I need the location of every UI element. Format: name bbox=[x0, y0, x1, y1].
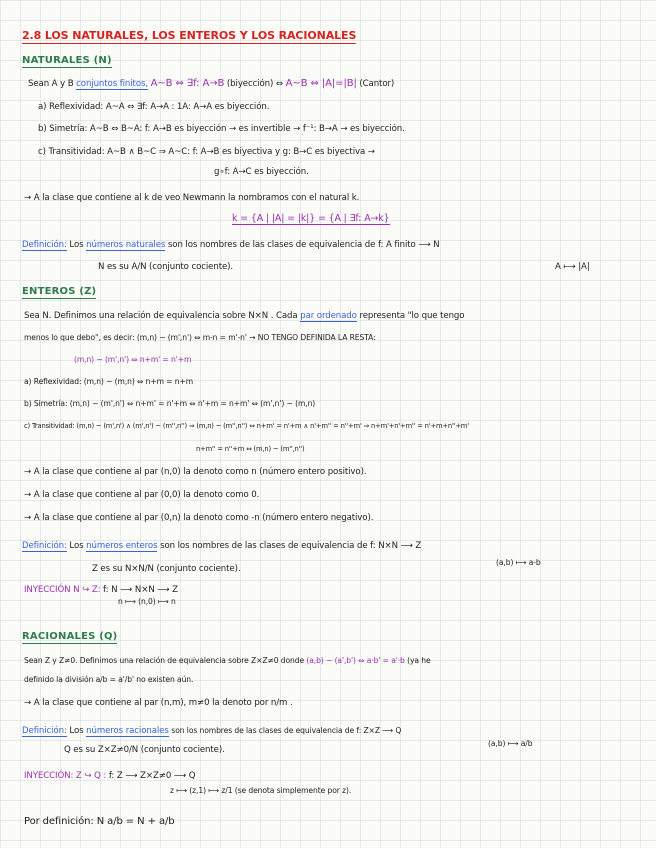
naturales-k-definition: k = {A | |A| = |k|} = {A | ∃f: A→k} bbox=[232, 213, 390, 224]
enteros-heading: ENTEROS (Z) bbox=[22, 286, 97, 297]
enteros-clase-positivo: → A la clase que contiene al par (n,0) la denoto como n (número entero positivo). bbox=[24, 467, 367, 477]
naturales-heading: NATURALES (N) bbox=[22, 55, 112, 66]
racionales-clase: → A la clase que contiene al par (n,m), m≠0 la denoto por n/m . bbox=[24, 698, 293, 708]
enteros-simetria: b) Simetría: (m,n) ~ (m',n') ⇔ n+m' = n'+m ⇔ n'+m = n+m' ⇔ (m',n') ~ (m,n) bbox=[24, 399, 316, 408]
racionales-inyeccion-map: z ⟼ (z,1) ⟼ z/1 (se denota simplemente por z). bbox=[170, 786, 352, 795]
racionales-line-2: definido la división a/b = a'/b' no existen aún. bbox=[24, 675, 194, 684]
enteros-transitividad-1: c) Transitividad: (m,n) ~ (m',n') ∧ (m',n') ~ (m'',n'') ⇒ (m,n) ~ (m'',n'') ⇔ n+m' = n'+m ∧ n'+m'' = n''+m' ⇒ n+m'+n'+m'' = n'+m+n''+m' bbox=[24, 422, 469, 430]
enteros-line-2: menos lo que debo", es decir: (m,n) ~ (m',n') ⇔ m-n = m'-n' → NO TENGO DEFINIDA LA RESTA: bbox=[24, 333, 376, 342]
enteros-map: (a,b) ⟼ a-b bbox=[496, 558, 541, 567]
page-title: 2.8 LOS NATURALES, LOS ENTEROS Y LOS RACIONALES bbox=[22, 29, 357, 42]
enteros-transitividad-2: n+m'' = n''+m ⇔ (m,n) ~ (m'',n'') bbox=[196, 445, 305, 453]
naturales-map: A ⟼ |A| bbox=[555, 262, 590, 272]
racionales-cociente: Q es su Z×Z≠0/N (conjunto cociente). bbox=[64, 745, 225, 755]
enteros-inyeccion: INYECCIÓN N ↪ Z: f: N ⟶ N×N ⟶ Z bbox=[24, 585, 178, 595]
naturales-cociente: N es su A/N (conjunto cociente). bbox=[98, 262, 234, 272]
enteros-line-1: Sea N. Definimos una relación de equivalencia sobre N×N . Cada par ordenado representa "lo que tengo bbox=[24, 311, 465, 321]
naturales-simetria: b) Simetría: A~B ⇔ B~A: f: A→B es biyección → es invertible → f⁻¹: B→A → es biyección. bbox=[38, 124, 405, 134]
racionales-heading: RACIONALES (Q) bbox=[22, 631, 118, 642]
enteros-line-3: (m,n) ~ (m',n') ⇔ n+m' = n'+m bbox=[74, 355, 192, 364]
racionales-inyeccion: INYECCIÓN: Z ↪ Q : f: Z ⟶ Z×Z≠0 ⟶ Q bbox=[24, 771, 196, 781]
naturales-transitividad-1: c) Transitividad: A~B ∧ B~C ⇒ A~C: f: A→B es biyectiva y g: B→C es biyectiva → bbox=[38, 147, 375, 157]
naturales-reflexividad: a) Reflexividad: A~A ⇔ ∃f: A→A : 1A: A→A es biyección. bbox=[38, 102, 270, 112]
enteros-definicion: Definición: Los números enteros son los nombres de las clases de equivalencia de f: N×N ⟶ Z bbox=[22, 541, 422, 551]
enteros-clase-cero: → A la clase que contiene al par (0,0) la denoto como 0. bbox=[24, 490, 260, 500]
naturales-intro: Sean A y B conjuntos finitos, A~B ⇔ ∃f: A→B (biyección) ⇔ A~B ⇔ |A|=|B| (Cantor) bbox=[28, 78, 395, 89]
racionales-line-1: Sean Z y Z≠0. Definimos una relación de equivalencia sobre Z×Z≠0 donde (a,b) ~ (a',b') ⇔ a·b' = a'·b (ya he bbox=[24, 656, 431, 665]
racionales-definicion: Definición: Los números racionales son los nombres de las clases de equivalencia de f: Z×Z ⟶ Q bbox=[22, 726, 402, 736]
naturales-clase-k: → A la clase que contiene al k de veo Newmann la nombramos con el natural k. bbox=[24, 193, 360, 203]
enteros-clase-negativo: → A la clase que contiene al par (0,n) la denoto como -n (número entero negativo). bbox=[24, 513, 374, 523]
enteros-reflexividad: a) Reflexividad: (m,n) ~ (m,n) ⇔ n+m = n+m bbox=[24, 377, 194, 386]
enteros-inyeccion-map: n ⟼ (n,0) ⟼ n bbox=[118, 597, 176, 606]
naturales-transitividad-2: g∘f: A→C es biyección. bbox=[214, 167, 309, 177]
enteros-cociente: Z es su N×N/N (conjunto cociente). bbox=[92, 564, 241, 574]
racionales-map: (a,b) ⟼ a/b bbox=[488, 739, 533, 748]
naturales-definicion: Definición: Los números naturales son los nombres de las clases de equivalencia de f: A finito ⟶ N bbox=[22, 240, 440, 250]
racionales-por-definicion: Por definición: N a/b = N + a/b bbox=[24, 816, 175, 827]
